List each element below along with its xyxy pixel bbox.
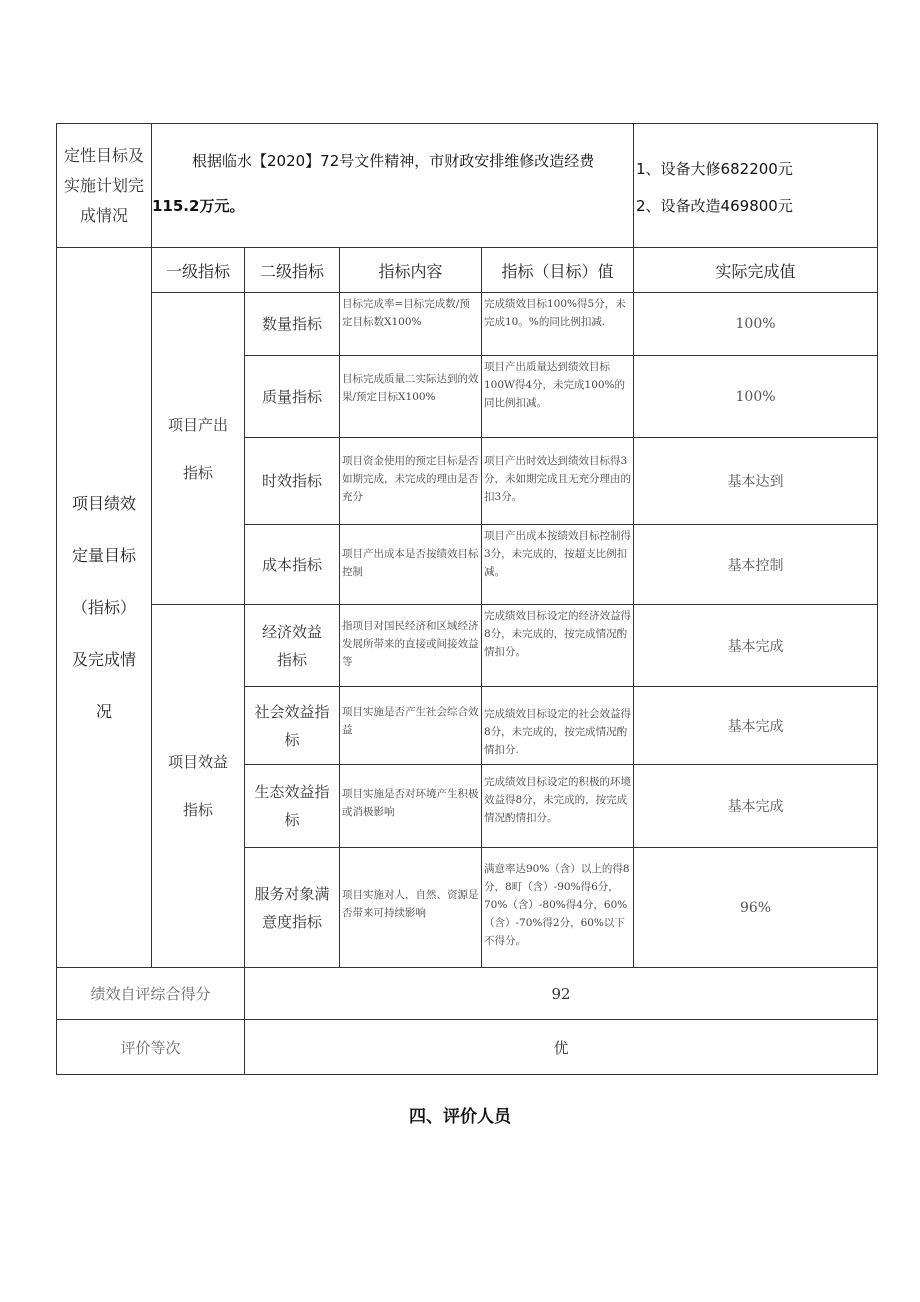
actual-cell: 基本完成	[634, 687, 878, 765]
score-value: 92	[245, 968, 878, 1020]
quantitative-label-line: 及完成情	[71, 649, 136, 669]
level2-line: 标	[284, 730, 300, 749]
target-cell: 项目产出成本按绩效目标控制得3分，未完成的，按超支比例扣减。	[482, 525, 634, 605]
group-output-label	[152, 293, 245, 605]
level2-quantity: 数量指标	[245, 293, 340, 356]
level2-line: 服务对象满	[254, 884, 330, 903]
qualitative-label	[57, 124, 152, 248]
actual-cell: 基本达到	[634, 438, 878, 525]
target-cell: 完成绩效目标设定的经济效益得8分，未完成的，按完成情况酌情扣分。	[482, 605, 634, 687]
section-title: 四、评价人员	[409, 1107, 511, 1127]
grade-row	[57, 1020, 878, 1075]
level2-line: 意度指标	[261, 912, 322, 931]
quantitative-label-line: 项目绩效	[71, 493, 136, 513]
quantitative-label-line: （指标）	[71, 597, 136, 617]
level2-social	[245, 687, 340, 765]
header-level1: 一级指标	[152, 248, 245, 293]
group-label-line: 指标	[182, 463, 213, 482]
level2-cost: 成本指标	[245, 525, 340, 605]
content-cell: 项目资金使用的预定目标是否如期完成，未完成的理由是否充分	[340, 438, 482, 525]
content-cell: 项目实施是否对环境产生积极或消极影响	[340, 765, 482, 848]
quantitative-label	[57, 248, 152, 968]
qualitative-label-line: 实施计划完	[63, 175, 144, 195]
target-cell: 完成绩效目标100%得5分，未完成10。%的同比例扣减.	[482, 293, 634, 356]
group-label-line: 项目产出	[167, 415, 228, 434]
header-content: 指标内容	[340, 248, 482, 293]
qualitative-description	[152, 124, 634, 248]
score-label: 绩效自评综合得分	[57, 968, 245, 1020]
header-row	[57, 248, 878, 293]
content-cell: 目标完成率=目标完成数/预定目标数X100%	[340, 293, 482, 356]
target-cell: 满意率达90%（含）以上的得8分，8町（含）-90%得6分，70%（含）-80%得4分，60%（含）-70%得2分，60%以下不得分。	[482, 848, 634, 968]
score-row	[57, 968, 878, 1020]
qualitative-label-line: 成情况	[79, 205, 128, 225]
level2-line: 生态效益指	[254, 783, 330, 801]
level2-line: 指标	[276, 650, 307, 669]
level2-ecological	[245, 765, 340, 848]
qualitative-text-line2: 115.2万元。	[152, 197, 245, 215]
content-cell: 目标完成质量二实际达到的效果/预定目标X100%	[340, 356, 482, 438]
level2-line: 经济效益	[261, 622, 322, 641]
grade-label: 评价等次	[57, 1020, 245, 1075]
level2-line: 标	[284, 811, 300, 829]
grade-value: 优	[245, 1020, 878, 1075]
content-cell: 指项目对国民经济和区域经济发展所带来的直接或间接效益等	[340, 605, 482, 687]
header-level2: 二级指标	[245, 248, 340, 293]
table-row	[57, 293, 878, 356]
level2-timeliness: 时效指标	[245, 438, 340, 525]
target-cell: 项目产出时效达到绩效目标得3分，未如期完成且无充分理由的扣3分。	[482, 438, 634, 525]
level2-line: 社会效益指	[254, 702, 330, 721]
group-label-line: 项目效益	[167, 753, 228, 771]
level2-satisfaction	[245, 848, 340, 968]
content-cell: 项目实施是否产生社会综合效益	[340, 687, 482, 765]
content-cell: 项目实施对人，自然、资源是否带来可持续影响	[340, 848, 482, 968]
actual-cell: 96%	[634, 848, 878, 968]
qualitative-label-line: 定性目标及	[63, 145, 144, 165]
performance-table	[56, 123, 878, 1075]
actual-cell: 基本控制	[634, 525, 878, 605]
group-label-line: 指标	[182, 801, 213, 819]
actual-cell: 100%	[634, 293, 878, 356]
target-cell: 完成绩效目标设定的社会效益得8分，未完成的，按完成情况酌情扣分.	[482, 687, 634, 765]
qualitative-row	[57, 124, 878, 248]
qualitative-text-line1: 根据临水【2020】72号文件精神，市财政安排维修改造经费	[192, 152, 595, 170]
level2-economic	[245, 605, 340, 687]
level2-quality: 质量指标	[245, 356, 340, 438]
target-cell: 完成绩效目标设定的积极的环境效益得8分，未完成的，按完成情况酌情扣分。	[482, 765, 634, 848]
group-benefit-label	[152, 605, 245, 968]
quantitative-label-line: 况	[95, 701, 112, 721]
content-cell: 项目产出成本是否按绩效目标控制	[340, 525, 482, 605]
header-actual: 实际完成值	[634, 248, 878, 293]
actual-cell: 基本完成	[634, 765, 878, 848]
qualitative-item: 2、设备改造469800元	[636, 197, 793, 215]
table-row	[57, 605, 878, 687]
qualitative-item: 1、设备大修682200元	[636, 160, 793, 178]
actual-cell: 基本完成	[634, 605, 878, 687]
actual-cell: 100%	[634, 356, 878, 438]
target-cell: 项目产出质量达到绩效目标100W得4分，未完成100%的同比例扣减。	[482, 356, 634, 438]
header-target: 指标（目标）值	[482, 248, 634, 293]
qualitative-items	[634, 124, 878, 248]
quantitative-label-line: 定量目标	[71, 545, 136, 565]
